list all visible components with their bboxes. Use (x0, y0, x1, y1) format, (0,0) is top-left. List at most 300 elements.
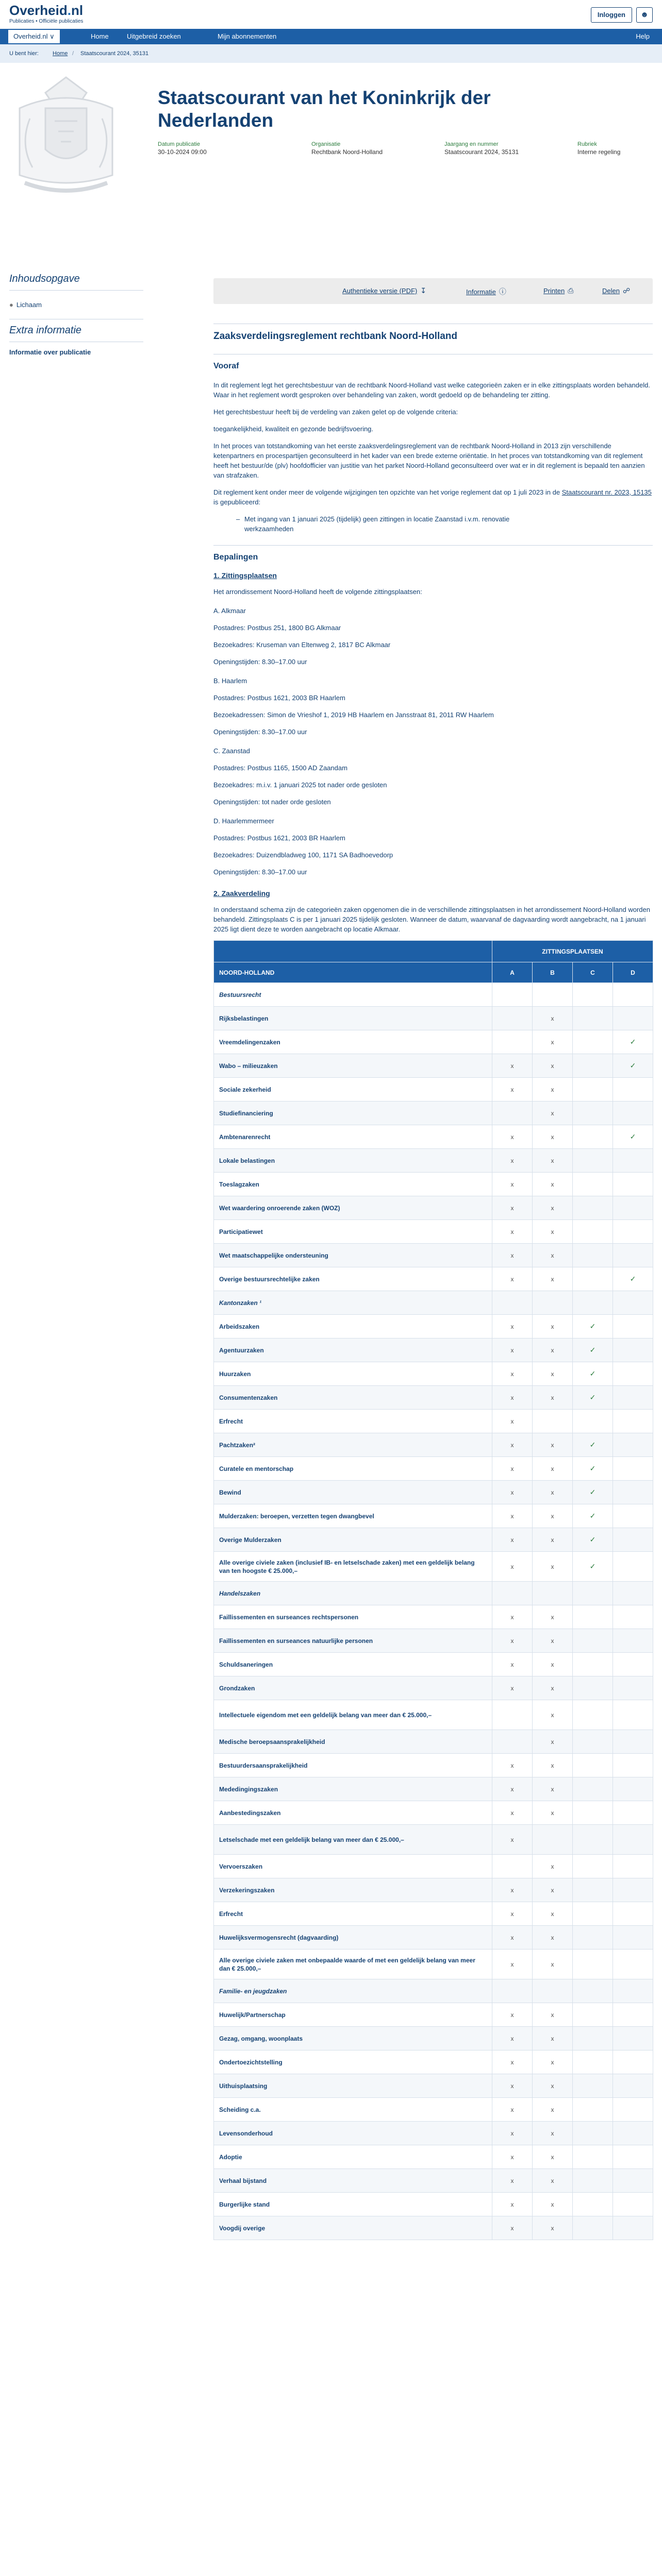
pdf-label: Authentieke versie (PDF) (342, 287, 418, 295)
table-row (214, 1007, 653, 1030)
document-title: Staatscourant van het Koninkrijk der Nederlanden (158, 87, 491, 131)
meta-date-value: 30-10-2024 09:00 (158, 148, 207, 156)
table-cell-d (613, 1605, 653, 1629)
table-col-c: C (573, 962, 613, 983)
table-cell-a: x (492, 2027, 533, 2050)
table-case-cell: Gezag, omgang, woonplaats (214, 2027, 492, 2050)
table-cell-c (573, 1196, 613, 1220)
table-cell-b (533, 1825, 573, 1855)
table-case-cell: Uithuisplaatsing (214, 2074, 492, 2098)
table-cell-b: x (533, 1605, 573, 1629)
table-cell-a (492, 1700, 533, 1730)
table-row (214, 1605, 653, 1629)
table-case-cell: Toeslagzaken (214, 1173, 492, 1196)
table-cell-d (613, 2193, 653, 2216)
table-row (214, 1878, 653, 1902)
logo-dot: . (67, 3, 71, 18)
table-cell-d (613, 1362, 653, 1386)
location-name: C. Zaanstad (213, 747, 250, 755)
nav-help[interactable]: Help (636, 32, 650, 40)
location-hours: Openingstijden: tot nader orde gesloten (213, 798, 331, 806)
print-link[interactable] (543, 286, 573, 295)
table-cell-c: ✓ (573, 1315, 613, 1338)
list-item (213, 514, 653, 534)
info-link[interactable] (466, 286, 506, 297)
table-cell-b: x (533, 1855, 573, 1878)
table-cell-a: x (492, 2122, 533, 2145)
location-post: Postadres: Postbus 251, 1800 BG Alkmaar (213, 624, 341, 632)
table-cell-b: x (533, 1362, 573, 1386)
table-cell-c (573, 1605, 613, 1629)
meta-volume (444, 141, 519, 156)
vooraf-p5-start: Dit reglement kent onder meer de volgende wijzigingen ten opzichte van het vorige reglement dat op 1 juli 2023 in de (213, 488, 562, 496)
nav-overheid[interactable]: Overheid.nl ∨ (7, 29, 61, 44)
table-cell-c (573, 983, 613, 1007)
table-cell-a: x (492, 1825, 533, 1855)
table-cell-b: x (533, 1101, 573, 1125)
table-row (214, 1054, 653, 1078)
table-cell-a: x (492, 1653, 533, 1676)
table-row (214, 1979, 653, 2003)
table-row (214, 1528, 653, 1552)
meta-organisation (311, 141, 383, 156)
table-row (214, 1902, 653, 1926)
location-hours: Openingstijden: 8.30–17.00 uur (213, 728, 307, 736)
table-row (214, 1101, 653, 1125)
location-name: A. Alkmaar (213, 607, 246, 615)
meta-organisation-label: Organisatie (311, 141, 341, 147)
table-cell-a: x (492, 1777, 533, 1801)
table-cell-c (573, 1078, 613, 1101)
table-cell-c (573, 1054, 613, 1078)
table-cell-a: x (492, 1629, 533, 1653)
table-case-cell: Scheiding c.a. (214, 2098, 492, 2122)
info-icon: ⓘ (499, 287, 506, 296)
breadcrumb-home[interactable]: Home (53, 50, 68, 57)
table-cell-a (492, 1030, 533, 1054)
table-cell-d (613, 1552, 653, 1582)
table-cell-a (492, 1730, 533, 1754)
table-cell-c (573, 2098, 613, 2122)
table-row (214, 1552, 653, 1582)
table-row (214, 1457, 653, 1481)
table-cell-c (573, 2122, 613, 2145)
location-list (213, 606, 653, 877)
breadcrumb-separator: / (72, 50, 74, 57)
table-category-cell: Handelszaken (214, 1582, 492, 1605)
table-cell-b: x (533, 1267, 573, 1291)
table-row (214, 1244, 653, 1267)
table-header-empty (214, 941, 492, 962)
table-cell-d (613, 2098, 653, 2122)
table-cell-b: x (533, 1676, 573, 1700)
vooraf-paragraph-5 (213, 487, 653, 507)
table-case-cell: Mulderzaken: beroepen, verzetten tegen dwangbevel (214, 1504, 492, 1528)
site-logo[interactable] (9, 3, 83, 24)
meta-volume-label: Jaargang en nummer (444, 141, 499, 147)
table-cell-b: x (533, 1801, 573, 1825)
table-cell-b: x (533, 1700, 573, 1730)
table-cell-a: x (492, 1220, 533, 1244)
table-case-cell: Wabo – milieuzaken (214, 1054, 492, 1078)
table-row (214, 1730, 653, 1754)
table-cell-b (533, 1410, 573, 1433)
table-cell-d (613, 1582, 653, 1605)
publication-info-link[interactable]: Informatie over publicatie (9, 348, 91, 356)
meta-date-label: Datum publicatie (158, 141, 200, 147)
table-cell-b: x (533, 2074, 573, 2098)
table-case-cell: Huurzaken (214, 1362, 492, 1386)
article-zittingsplaatsen: 1. Zittingsplaatsen (213, 571, 277, 580)
table-case-cell: Agentuurzaken (214, 1338, 492, 1362)
table-cell-d (613, 1433, 653, 1457)
vooraf-paragraph-3: toegankelijkheid, kwaliteit en gezonde bedrijfsvoering. (213, 425, 374, 433)
table-cell-d (613, 1315, 653, 1338)
table-row (214, 1582, 653, 1605)
table-row (214, 2169, 653, 2193)
table-cell-c (573, 1267, 613, 1291)
table-cell-c: ✓ (573, 1433, 613, 1457)
table-cell-b: x (533, 2050, 573, 2074)
table-cell-d (613, 1078, 653, 1101)
main-nav (0, 29, 662, 44)
table-cell-c (573, 1653, 613, 1676)
table-cell-d (613, 2074, 653, 2098)
table-cell-b (533, 983, 573, 1007)
table-cell-c (573, 1878, 613, 1902)
table-cell-b: x (533, 1338, 573, 1362)
table-row (214, 1504, 653, 1528)
table-case-cell: Verzekeringszaken (214, 1878, 492, 1902)
table-cell-b: x (533, 1007, 573, 1030)
table-cell-b (533, 1979, 573, 2003)
table-case-cell: Medische beroepsaansprakelijkheid (214, 1730, 492, 1754)
table-cell-a: x (492, 1078, 533, 1101)
table-cell-c (573, 1244, 613, 1267)
list-item-text: Met ingang van 1 januari 2025 (tijdelijk) geen zittingen in locatie Zaanstad i.v.m. renovatie werkzaamheden (244, 515, 510, 533)
table-cell-b: x (533, 2169, 573, 2193)
table-cell-d (613, 1528, 653, 1552)
staatscourant-link[interactable]: Staatscourant nr. 2023, 15135 (561, 488, 652, 496)
document-header (0, 63, 662, 228)
logo-subtitle: Publicaties • Officiële publicaties (9, 19, 84, 24)
table-cell-a: x (492, 1315, 533, 1338)
share-icon: ☍ (622, 286, 631, 295)
table-cell-c: ✓ (573, 1457, 613, 1481)
table-cell-d (613, 983, 653, 1007)
table-row (214, 2145, 653, 2169)
table-cell-b: x (533, 2098, 573, 2122)
table-cell-d (613, 2027, 653, 2050)
table-row (214, 2098, 653, 2122)
table-cell-a: x (492, 1173, 533, 1196)
table-case-cell: Consumentenzaken (214, 1386, 492, 1410)
location-visit: Bezoekadres: m.i.v. 1 januari 2025 tot nader orde gesloten (213, 781, 387, 789)
table-case-cell: Faillissementen en surseances natuurlijke personen (214, 1629, 492, 1653)
login-button[interactable]: Inloggen (591, 7, 632, 23)
table-row (214, 2050, 653, 2074)
table-cell-d (613, 1825, 653, 1855)
table-cell-b: x (533, 1653, 573, 1676)
table-cell-a: x (492, 1481, 533, 1504)
table-cell-b: x (533, 1777, 573, 1801)
table-category-cell: Kantonzaken ¹ (214, 1291, 492, 1315)
nav-subscriptions[interactable]: Mijn abonnementen (218, 32, 277, 40)
table-cell-c (573, 1902, 613, 1926)
table-row (214, 1386, 653, 1410)
vooraf-paragraph-1: In dit reglement legt het gerechtsbestuur van de rechtbank Noord-Holland vast welke categorieën zaken er in elke zittingsplaats worden behandeld. Waar in het reglement wordt gesproken over behandeling van zaken, wordt gedoeld op de behandeling ter zitting. (213, 381, 650, 399)
table-cell-c: ✓ (573, 1362, 613, 1386)
table-cell-c: ✓ (573, 1528, 613, 1552)
table-cell-c (573, 1173, 613, 1196)
table-cell-b: x (533, 1315, 573, 1338)
table-row (214, 1629, 653, 1653)
table-row (214, 1676, 653, 1700)
table-case-cell: Studiefinanciering (214, 1101, 492, 1125)
table-cell-a: x (492, 1196, 533, 1220)
table-cell-a: x (492, 1433, 533, 1457)
table-cell-b: x (533, 1125, 573, 1149)
table-cell-a (492, 1101, 533, 1125)
table-cell-a: x (492, 1801, 533, 1825)
table-case-cell: Letselschade met een geldelijk belang van meer dan € 25.000,– (214, 1825, 492, 1855)
location-visit: Bezoekadres: Kruseman van Eltenweg 2, 1817 BC Alkmaar (213, 641, 391, 649)
table-row (214, 2027, 653, 2050)
table-cell-a: x (492, 1902, 533, 1926)
table-cell-b: x (533, 1878, 573, 1902)
table-case-cell: Overige bestuursrechtelijke zaken (214, 1267, 492, 1291)
table-cell-d (613, 1754, 653, 1777)
table-cell-d (613, 1700, 653, 1730)
table-cell-c (573, 1007, 613, 1030)
table-row (214, 2074, 653, 2098)
table-cell-d (613, 1481, 653, 1504)
table-cell-a: x (492, 1149, 533, 1173)
table-cell-d: ✓ (613, 1267, 653, 1291)
table-case-cell: Erfrecht (214, 1410, 492, 1433)
table-cell-b: x (533, 1926, 573, 1950)
table-cell-b: x (533, 1386, 573, 1410)
table-cell-d (613, 1801, 653, 1825)
table-cell-a: x (492, 2169, 533, 2193)
table-cell-d (613, 1149, 653, 1173)
location-post: Postadres: Postbus 1165, 1500 AD Zaandam (213, 764, 347, 772)
share-label: Delen (602, 287, 620, 295)
table-cell-b: x (533, 1196, 573, 1220)
table-row (214, 1173, 653, 1196)
table-body (214, 983, 653, 2240)
table-cell-c (573, 2003, 613, 2027)
table-row (214, 1362, 653, 1386)
table-cell-a: x (492, 1605, 533, 1629)
table-cell-d (613, 1291, 653, 1315)
table-cell-b: x (533, 1030, 573, 1054)
table-cell-c (573, 2193, 613, 2216)
table-row (214, 1825, 653, 1855)
table-cell-d (613, 2122, 653, 2145)
table-row (214, 1777, 653, 1801)
table-cell-a: x (492, 1457, 533, 1481)
table-row (214, 1196, 653, 1220)
location-name: D. Haarlemmermeer (213, 817, 274, 825)
table-row (214, 1433, 653, 1457)
table-row (214, 1220, 653, 1244)
table-cell-d (613, 1386, 653, 1410)
table-col-b: B (533, 962, 573, 983)
table-cell-c (573, 1730, 613, 1754)
table-col-d: D (613, 962, 653, 983)
table-cell-a (492, 1855, 533, 1878)
section-vooraf: Vooraf (213, 362, 239, 370)
table-cell-c (573, 1754, 613, 1777)
table-cell-b: x (533, 1457, 573, 1481)
meta-section-value: Interne regeling (577, 148, 621, 156)
table-cell-d (613, 1196, 653, 1220)
table-row (214, 1700, 653, 1730)
table-cell-c: ✓ (573, 1481, 613, 1504)
table-cell-a: x (492, 1054, 533, 1078)
meta-organisation-value: Rechtbank Noord-Holland (311, 148, 383, 156)
table-cell-b: x (533, 1173, 573, 1196)
table-row (214, 1926, 653, 1950)
table-cell-d: ✓ (613, 1030, 653, 1054)
table-cell-b: x (533, 1950, 573, 1979)
table-case-cell: Voogdij overige (214, 2216, 492, 2240)
table-cell-c (573, 2216, 613, 2240)
table-cell-c (573, 2074, 613, 2098)
table-group-header: ZITTINGSPLAATSEN (492, 941, 653, 962)
table-row (214, 1315, 653, 1338)
table-row (214, 1754, 653, 1777)
vooraf-paragraph-4: In het proces van totstandkoming van het eerste zaaksverdelingsreglement van de rechtbank Noord-Holland in 2013 zijn verschillende ketenpartners en procespartijen geconsulteerd in het kader van een brede externe oriëntatie. In het proces van totstandkoming van dit reglement heeft het bestuur/de (plv) hoofdofficier van justitie van het parket Noord-Holland geconsulteerd over wat er in dit reglement is bepaald ten aanzien van strafzaken. (213, 442, 645, 479)
table-cell-b: x (533, 1078, 573, 1101)
table-cell-c (573, 1030, 613, 1054)
table-cell-d (613, 1653, 653, 1676)
share-link[interactable] (602, 286, 630, 295)
table-cell-b: x (533, 1054, 573, 1078)
zaakverdeling-intro: In onderstaand schema zijn de categorieën zaken opgenomen die in de verschillende zittingsplaatsen in het arrondissement Noord-Holland worden behandeld. Zittingsplaats C is per 1 januari 2025 tijdelijk gesloten. Wanneer de datum, waarvanaf de dagvaarding wordt aangebracht, na 1 januari 2025 ligt dient deze te worden aangebracht op locatie Alkmaar. (213, 906, 650, 933)
table-row (214, 2122, 653, 2145)
table-cell-c (573, 1855, 613, 1878)
table-cell-d (613, 1457, 653, 1481)
table-cell-a: x (492, 1386, 533, 1410)
table-cell-b: x (533, 1528, 573, 1552)
toc-item-lichaam[interactable] (9, 296, 143, 314)
toc-title: Inhoudsopgave (9, 273, 80, 284)
table-row (214, 1410, 653, 1433)
table-case-cell: Faillissementen en surseances rechtspersonen (214, 1605, 492, 1629)
table-cell-d (613, 1777, 653, 1801)
table-row (214, 1950, 653, 1979)
table-case-cell: Grondzaken (214, 1676, 492, 1700)
table-cell-d (613, 1902, 653, 1926)
table-cell-a: x (492, 1754, 533, 1777)
table-row (214, 1801, 653, 1825)
table-cell-c (573, 2027, 613, 2050)
table-cell-c (573, 1291, 613, 1315)
nav-home[interactable]: Home (91, 32, 109, 40)
table-case-cell: Adoptie (214, 2145, 492, 2169)
table-cell-a: x (492, 2193, 533, 2216)
table-case-cell: Sociale zekerheid (214, 1078, 492, 1101)
table-cell-d (613, 1220, 653, 1244)
table-cell-c (573, 2050, 613, 2074)
table-cell-d (613, 1007, 653, 1030)
table-case-cell: Vreemdelingenzaken (214, 1030, 492, 1054)
table-cell-c (573, 1700, 613, 1730)
table-case-cell: Schuldsaneringen (214, 1653, 492, 1676)
location-name: B. Haarlem (213, 677, 247, 685)
table-case-cell: Verhaal bijstand (214, 2169, 492, 2193)
table-cell-a: x (492, 2050, 533, 2074)
table-cell-d (613, 1338, 653, 1362)
table-case-cell: Participatiewet (214, 1220, 492, 1244)
table-cell-d: ✓ (613, 1054, 653, 1078)
table-cell-a (492, 983, 533, 1007)
table-cell-a: x (492, 1244, 533, 1267)
table-row (214, 1481, 653, 1504)
table-case-cell: Pachtzaken² (214, 1433, 492, 1457)
zittingsplaatsen-intro: Het arrondissement Noord-Holland heeft de volgende zittingsplaatsen: (213, 588, 422, 596)
location-visit: Bezoekadressen: Simon de Vrieshof 1, 2019 HB Haarlem en Jansstraat 81, 2011 RW Haarlem (213, 711, 494, 719)
table-cell-b: x (533, 2145, 573, 2169)
table-cell-c (573, 1629, 613, 1653)
printer-icon: ⎙ (568, 286, 574, 295)
toc-item-label: Lichaam (16, 301, 42, 309)
table-row (214, 2216, 653, 2240)
table-cell-b: x (533, 2003, 573, 2027)
section-bepalingen: Bepalingen (213, 553, 258, 562)
nav-advanced-search[interactable]: Uitgebreid zoeken (127, 32, 181, 40)
table-cell-b: x (533, 1629, 573, 1653)
extra-info-title: Extra informatie (9, 325, 82, 336)
table-cell-c (573, 1101, 613, 1125)
location-post: Postadres: Postbus 1621, 2003 BR Haarlem (213, 694, 345, 702)
table-cell-a: x (492, 2003, 533, 2027)
divider (9, 290, 143, 291)
table-cell-b: x (533, 2216, 573, 2240)
table-case-cell: Bestuurdersaansprakelijkheid (214, 1754, 492, 1777)
location-hours: Openingstijden: 8.30–17.00 uur (213, 868, 307, 876)
breadcrumb-current: Staatscourant 2024, 35131 (80, 50, 149, 57)
table-cell-d: ✓ (613, 1125, 653, 1149)
table-cell-d (613, 1855, 653, 1878)
table-row (214, 1030, 653, 1054)
print-label: Printen (543, 287, 565, 295)
table-cell-d (613, 1950, 653, 1979)
table-case-cell: Lokale belastingen (214, 1149, 492, 1173)
table-row (214, 1338, 653, 1362)
table-row (214, 983, 653, 1007)
table-cell-a: x (492, 2098, 533, 2122)
meta-section (577, 141, 620, 156)
table-cell-d (613, 1629, 653, 1653)
document-body (213, 324, 653, 2240)
royal-coat-of-arms-icon (9, 72, 123, 199)
table-cell-a (492, 1291, 533, 1315)
user-icon[interactable]: ☻ (636, 7, 653, 23)
table-cell-a: x (492, 1267, 533, 1291)
table-region-header: NOORD-HOLLAND (214, 962, 492, 983)
breadcrumb-label: U bent hier: (9, 50, 39, 57)
table-case-cell: Mededingingszaken (214, 1777, 492, 1801)
table-cell-c (573, 1825, 613, 1855)
pdf-download-link[interactable] (342, 286, 426, 295)
table-cell-d (613, 2145, 653, 2169)
table-row (214, 2193, 653, 2216)
table-case-cell: Intellectuele eigendom met een geldelijk belang van meer dan € 25.000,– (214, 1700, 492, 1730)
table-cell-a: x (492, 1676, 533, 1700)
